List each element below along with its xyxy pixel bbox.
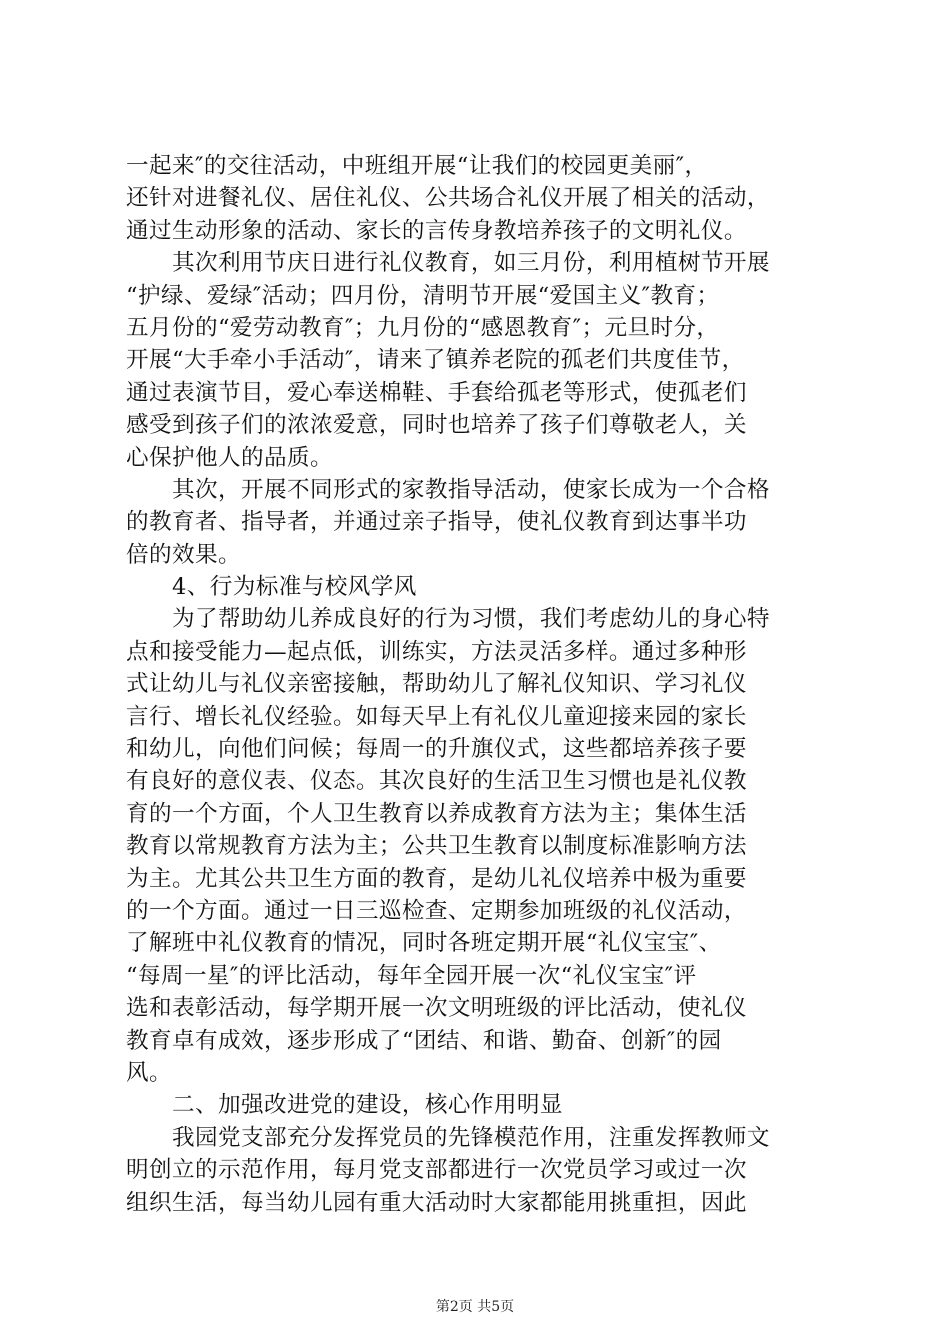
text-line: 还针对进餐礼仪、居住礼仪、公共场合礼仪开展了相关的活动， xyxy=(126,185,770,212)
text-line: 其次利用节庆日进行礼仪教育，如三月份，利用植树节开展 xyxy=(126,250,770,277)
text-line: 言行、增长礼仪经验。如每天早上有礼仪儿童迎接来园的家长 xyxy=(126,703,747,730)
text-line: 式让幼儿与礼仪亲密接触，帮助幼儿了解礼仪知识、学习礼仪 xyxy=(126,671,747,698)
text-line: 二、加强改进党的建设，核心作用明显 xyxy=(126,1092,563,1119)
text-line: 通过生动形象的活动、家长的言传身教培养孩子的文明礼仪。 xyxy=(126,217,747,244)
text-line: 我园党支部充分发挥党员的先锋模范作用，注重发挥教师文 xyxy=(126,1124,770,1151)
text-line: 组织生活，每当幼儿园有重大活动时大家都能用挑重担，因此 xyxy=(126,1189,747,1216)
page-footer: 第2页 共5页 xyxy=(435,1299,515,1315)
text-line: 明创立的示范作用，每月党支部都进行一次党员学习或过一次 xyxy=(126,1157,747,1184)
text-line: 其次，开展不同形式的家教指导活动，使家长成为一个合格 xyxy=(126,476,770,503)
text-line: 育的一个方面，个人卫生教育以养成教育方法为主；集体生活 xyxy=(126,800,747,827)
text-line: 了解班中礼仪教育的情况，同时各班定期开展“礼仪宝宝″、 xyxy=(126,930,722,957)
text-line: 心保护他人的品质。 xyxy=(126,444,333,471)
text-line: 通过表演节目，爱心奉送棉鞋、手套给孤老等形式，使孤老们 xyxy=(126,379,747,406)
text-line: 风。 xyxy=(126,1059,172,1086)
document-body xyxy=(126,150,832,1219)
text-line: 和幼儿，向他们问候；每周一的升旗仪式，这些都培养孩子要 xyxy=(126,736,747,763)
text-line: “每周一星″的评比活动，每年全园开展一次“礼仪宝宝″评 xyxy=(126,962,697,989)
text-line: 教育以常规教育方法为主；公共卫生教育以制度标准影响方法 xyxy=(126,833,747,860)
text-line: 一起来″的交往活动，中班组开展“让我们的校园更美丽″， xyxy=(126,153,708,179)
text-line: 感受到孩子们的浓浓爱意，同时也培养了孩子们尊敬老人，关 xyxy=(126,412,747,439)
text-line: 为主。尤其公共卫生方面的教育，是幼儿礼仪培养中极为重要 xyxy=(126,865,747,892)
text-line: 倍的效果。 xyxy=(126,541,241,568)
text-line: 开展“大手牵小手活动″，请来了镇养老院的孤老们共度佳节， xyxy=(126,347,745,374)
text-line: 为了帮助幼儿养成良好的行为习惯，我们考虑幼儿的身心特 xyxy=(126,606,770,633)
text-line: 点和接受能力—起点低，训练实，方法灵活多样。通过多种形 xyxy=(126,638,747,665)
text-line: 的一个方面。通过一日三巡检查、定期参加班级的礼仪活动， xyxy=(126,897,747,924)
text-line: 的教育者、指导者，并通过亲子指导，使礼仪教育到达事半功 xyxy=(126,509,747,536)
text-line: “护绿、爱绿″活动；四月份，清明节开展“爱国主义″教育； xyxy=(126,282,720,309)
text-line: 4、行为标准与校风学风 xyxy=(126,574,417,601)
text-line: 有良好的意仪表、仪态。其次良好的生活卫生习惯也是礼仪教 xyxy=(126,768,747,795)
text-line: 选和表彰活动，每学期开展一次文明班级的评比活动，使礼仪 xyxy=(126,995,747,1022)
text-line: 教育卓有成效，逐步形成了“团结、和谐、勤奋、创新″的园 xyxy=(126,1027,722,1054)
text-line: 五月份的“爱劳动教育″；九月份的“感恩教育″；元旦时分， xyxy=(126,314,720,341)
